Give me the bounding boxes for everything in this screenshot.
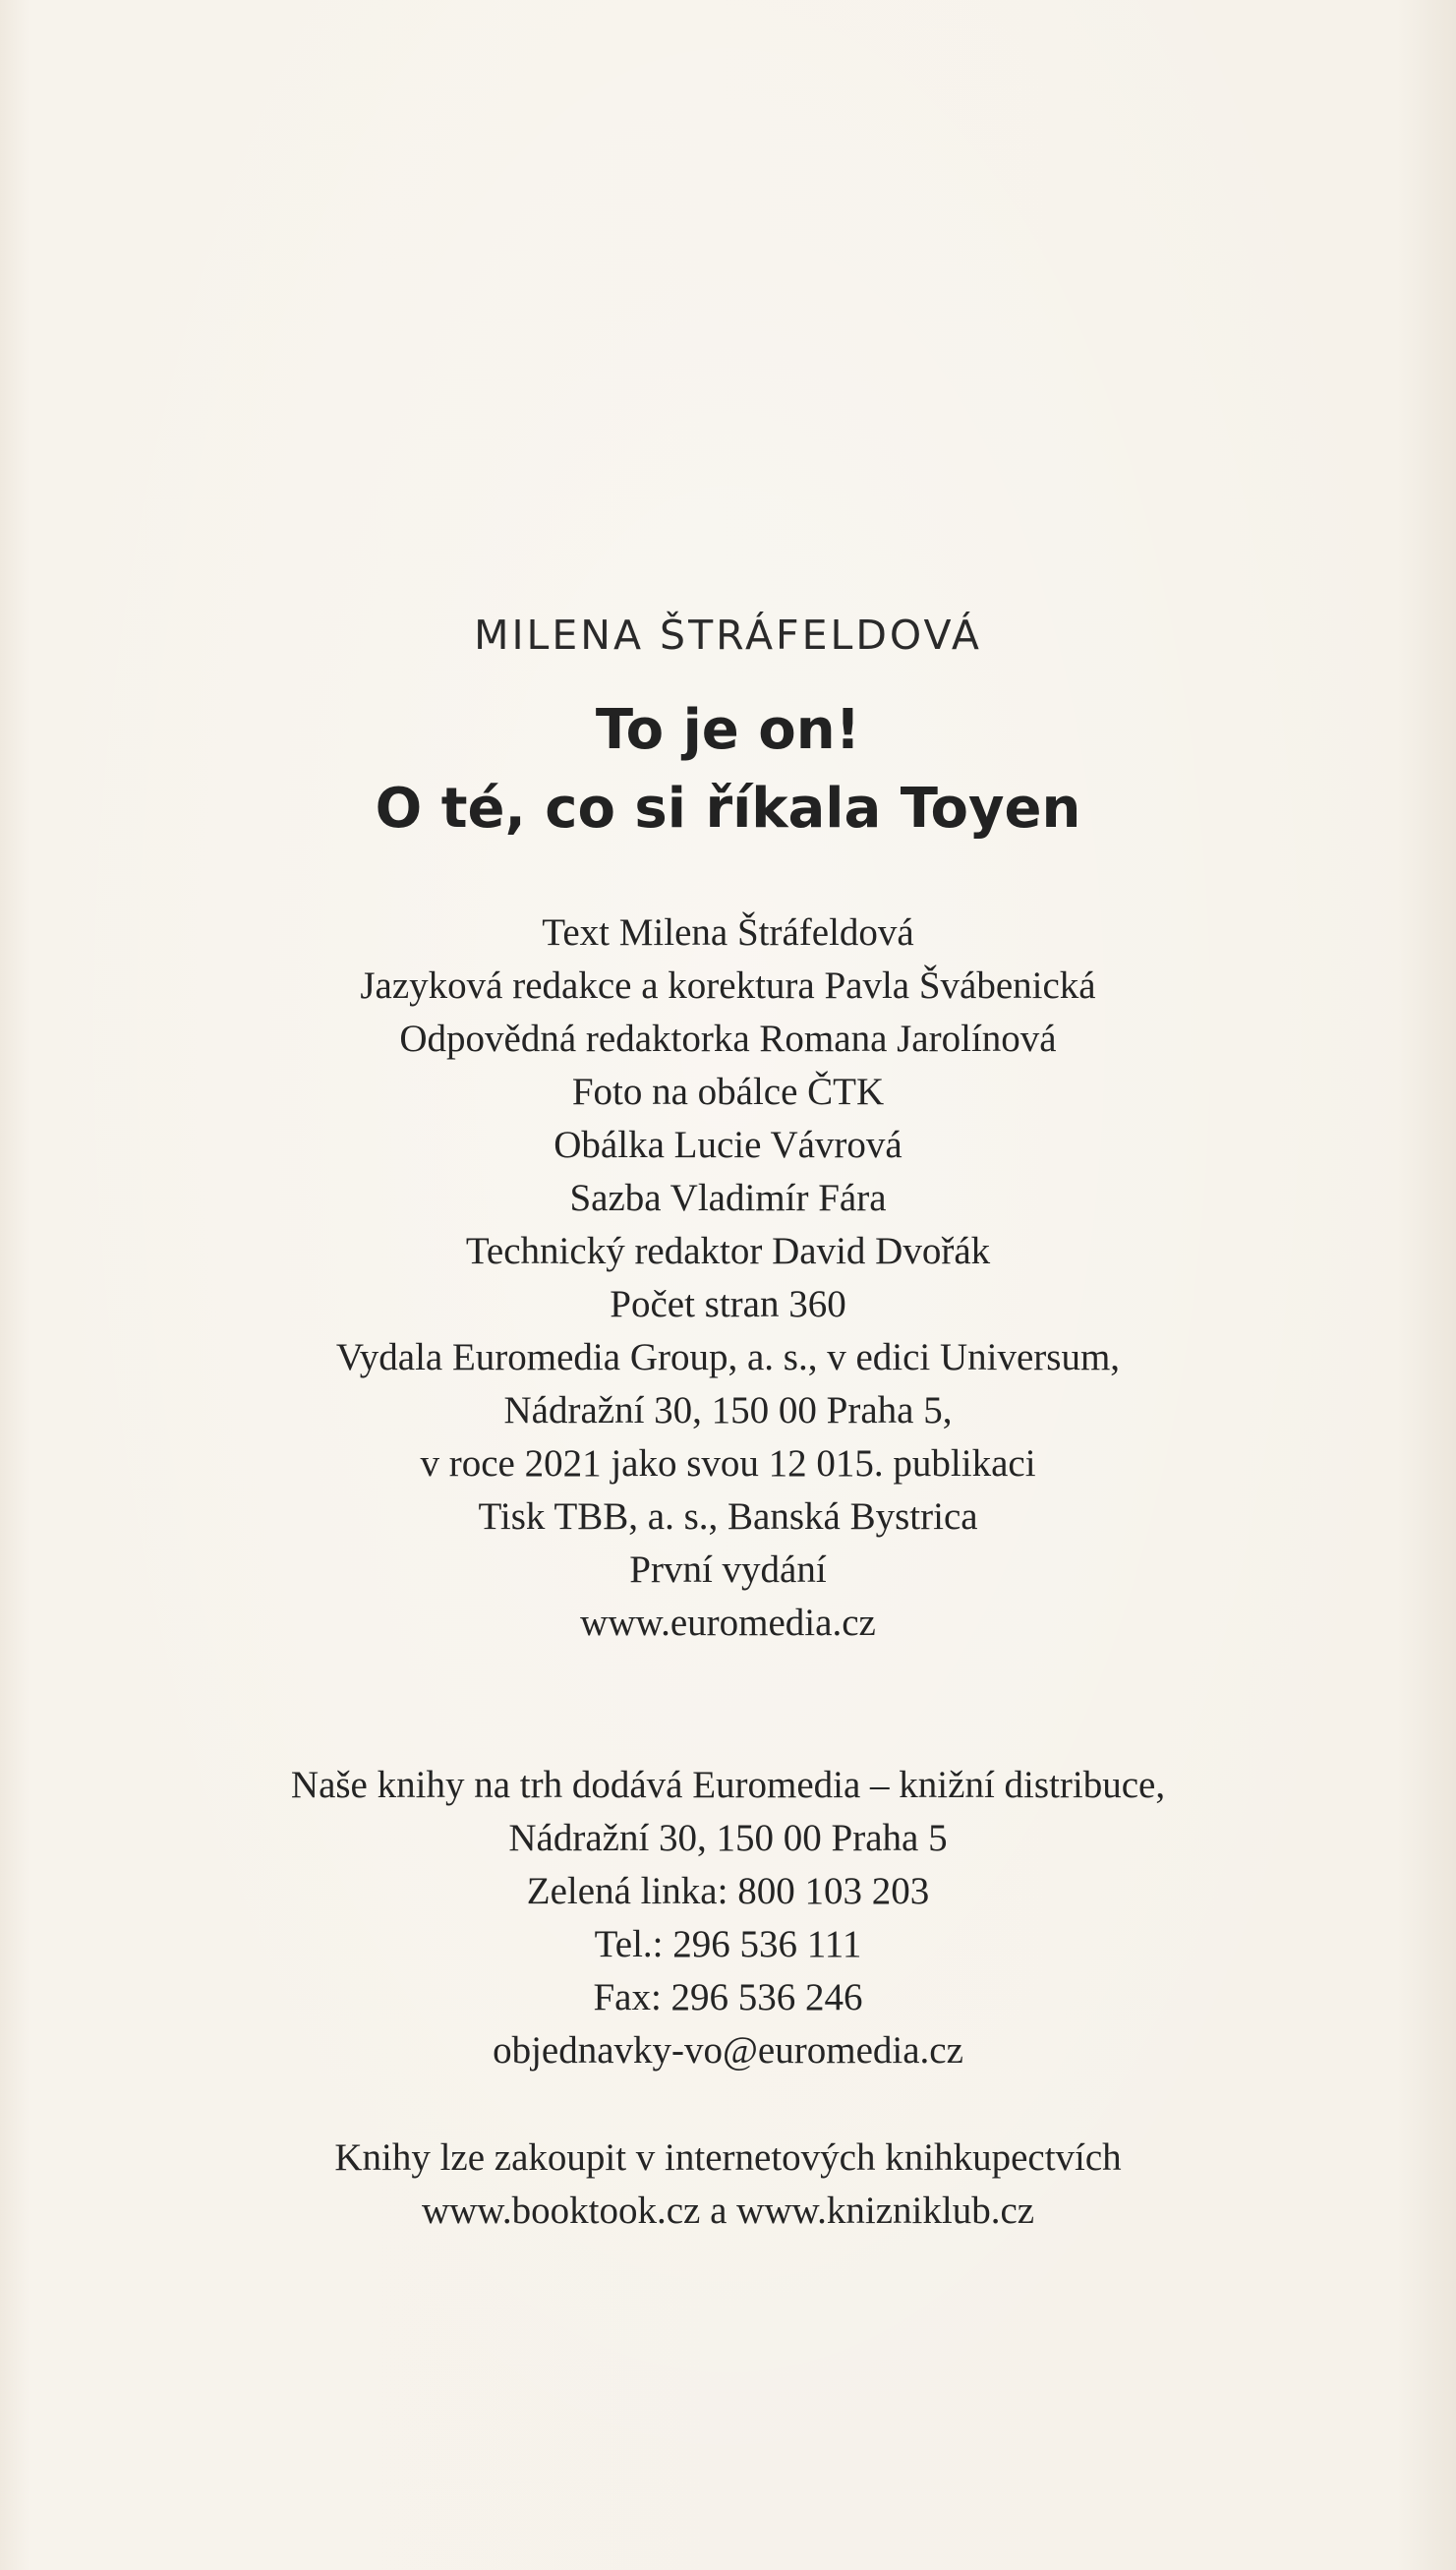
distribution-phone: Tel.: 296 536 111 (594, 1923, 862, 1965)
distribution-fax: Fax: 296 536 246 (593, 1976, 863, 2018)
credits-block (0, 906, 1456, 1650)
credit-line: První vydání (629, 1548, 827, 1591)
book-title-line-2: O té, co si říkala Toyen (375, 777, 1081, 841)
author-name: MILENA ŠTRÁFELDOVÁ (474, 612, 982, 659)
credit-line: Počet stran 360 (610, 1283, 846, 1325)
shops-line: Knihy lze zakoupit v internetových knihkupectvích (334, 2136, 1122, 2179)
book-title-line-1: To je on! (595, 698, 861, 762)
credit-line: Text Milena Štráfeldová (542, 911, 914, 954)
credit-line: Odpovědná redaktorka Romana Jarolínová (399, 1018, 1057, 1060)
credit-line: Nádražní 30, 150 00 Praha 5, (503, 1389, 953, 1431)
distribution-email: objednavky-vo@euromedia.cz (493, 2029, 963, 2072)
credit-line: Tisk TBB, a. s., Banská Bystrica (478, 1495, 978, 1538)
credit-line: Vydala Euromedia Group, a. s., v edici Universum, (335, 1336, 1121, 1378)
credit-line: Jazyková redakce a korektura Pavla Švábenická (360, 964, 1096, 1007)
distribution-block (0, 1759, 1456, 2077)
distribution-hotline: Zelená linka: 800 103 203 (526, 1870, 930, 1912)
shops-block (0, 2132, 1456, 2238)
credit-line: Sazba Vladimír Fára (569, 1177, 887, 1219)
shops-websites: www.booktook.cz a www.knizniklub.cz (421, 2190, 1035, 2232)
credit-line: Obálka Lucie Vávrová (553, 1124, 903, 1166)
distribution-line: Naše knihy na trh dodává Euromedia – knižní distribuce, (290, 1764, 1166, 1806)
credit-line: Foto na obálce ČTK (571, 1071, 885, 1113)
publisher-website: www.euromedia.cz (580, 1602, 876, 1644)
credit-line: v roce 2021 jako svou 12 015. publikaci (420, 1442, 1036, 1485)
distribution-address: Nádražní 30, 150 00 Praha 5 (508, 1817, 948, 1859)
credit-line: Technický redaktor David Dvořák (465, 1230, 991, 1272)
